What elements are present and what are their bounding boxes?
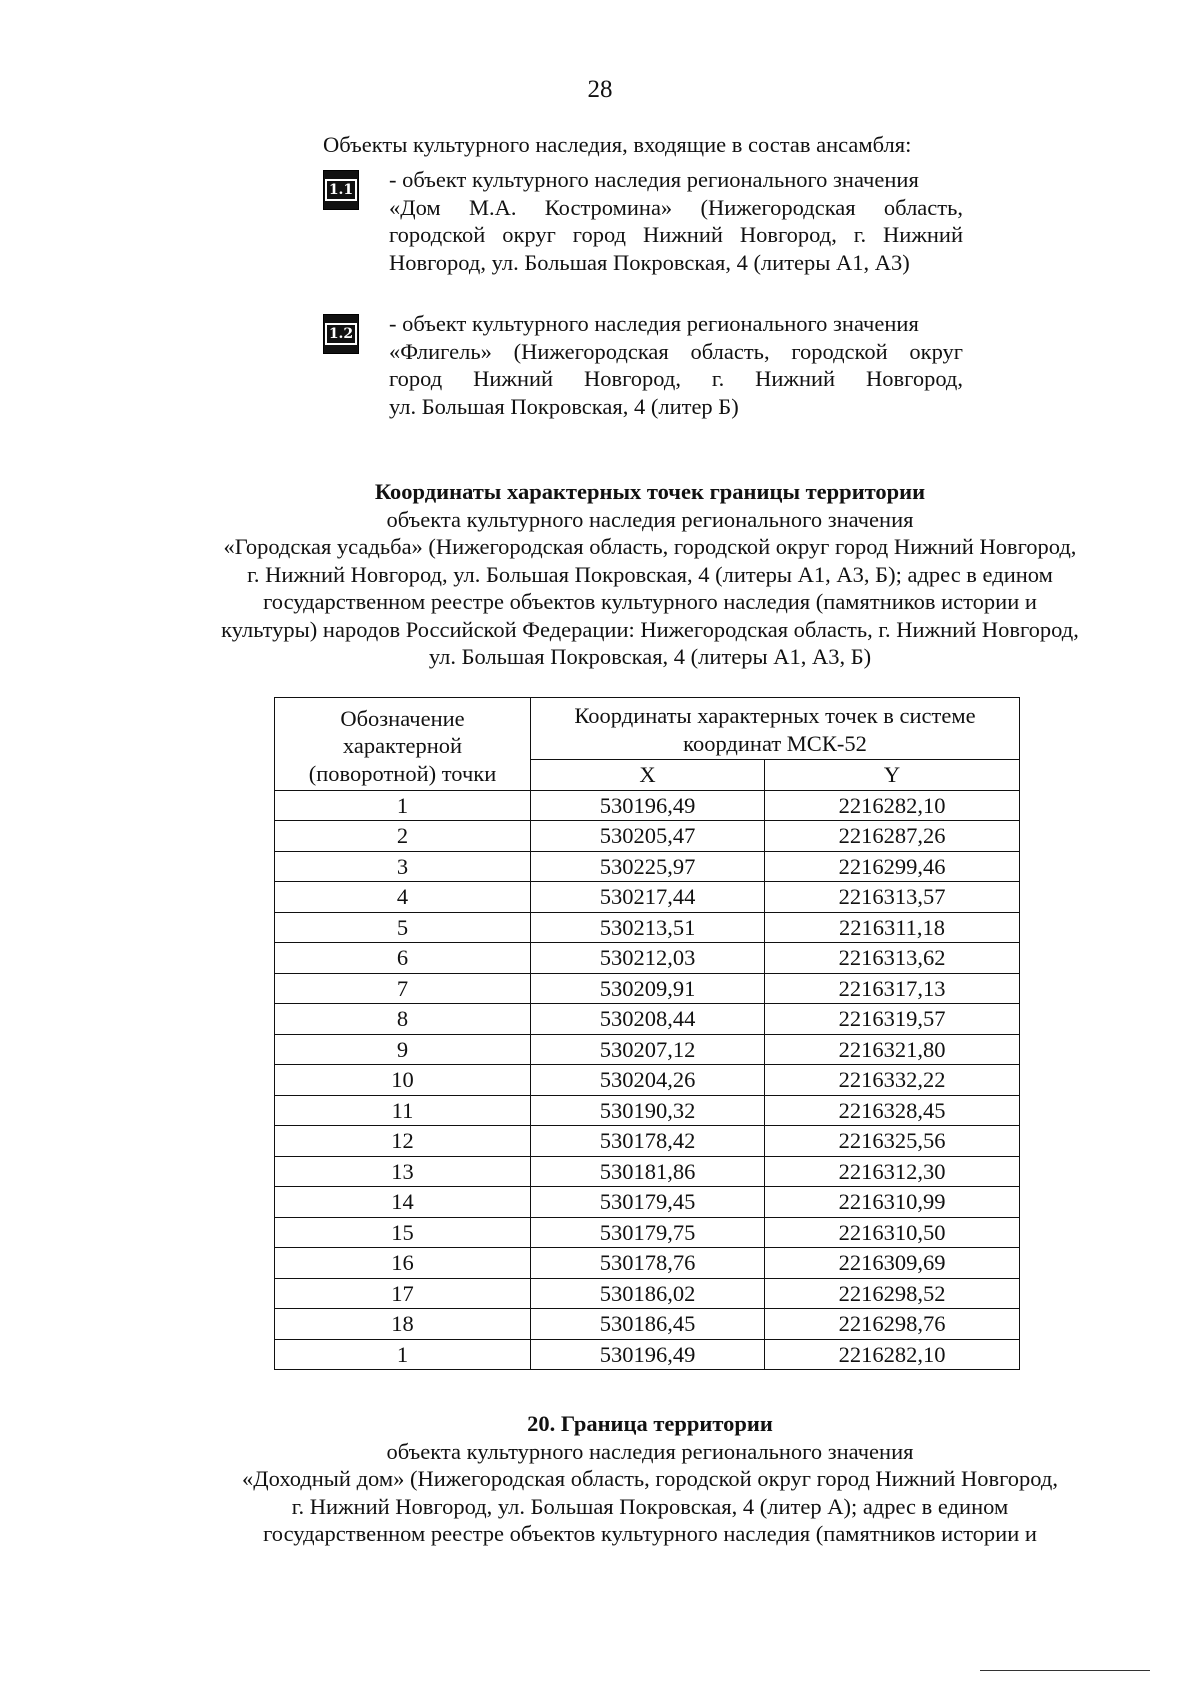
text-line: ул. Большая Покровская, 4 (литер Б) [389,393,739,419]
table-row [275,1065,1020,1096]
section-title: Координаты характерных точек границы территории [374,479,926,504]
section-line: объекта культурного наследия регионального значения [386,1438,914,1464]
marker-label: 1.1 [325,179,357,201]
cell-x: 530190,32 [531,1095,765,1126]
marker-label: 1.2 [325,323,357,345]
text-line: - объект культурного наследия регионального значения [389,167,919,192]
cell-y: 2216332,22 [765,1065,1020,1096]
table-row [275,1004,1020,1035]
table-body [275,790,1020,1370]
text-line: - объект культурного наследия регионального значения [389,311,919,336]
header-system-line: координат МСК-52 [683,730,867,756]
cell-x: 530186,02 [531,1278,765,1309]
cell-y: 2216319,57 [765,1004,1020,1035]
cell-x: 530217,44 [531,882,765,913]
cell-x: 530181,86 [531,1156,765,1187]
header-y: Y [765,760,1020,791]
text-line: городской округ город Нижний Новгород, г. Нижний [389,222,963,247]
header-point-line: Обозначение [340,705,465,731]
cell-point: 12 [275,1126,531,1157]
footer-divider [980,1670,1150,1671]
section-line: г. Нижний Новгород, ул. Большая Покровская, 4 (литер А); адрес в едином [291,1493,1009,1519]
page-number: 28 [587,76,613,103]
cell-y: 2216313,57 [765,882,1020,913]
cell-x: 530196,49 [531,790,765,821]
ensemble-heading: Объекты культурного наследия, входящие в состав ансамбля: [323,132,912,157]
cell-point: 14 [275,1187,531,1218]
cell-point: 8 [275,1004,531,1035]
cell-y: 2216310,99 [765,1187,1020,1218]
cell-y: 2216310,50 [765,1217,1020,1248]
cell-x: 530207,12 [531,1034,765,1065]
cell-x: 530209,91 [531,973,765,1004]
cell-y: 2216282,10 [765,1339,1020,1370]
cell-y: 2216299,46 [765,851,1020,882]
section-line: государственном реестре объектов культурного наследия (памятников истории и [263,589,1037,614]
cell-y: 2216312,30 [765,1156,1020,1187]
table-row [275,943,1020,974]
cell-y: 2216325,56 [765,1126,1020,1157]
table-row [275,1278,1020,1309]
cell-point: 2 [275,821,531,852]
table-row [275,1248,1020,1279]
header-system-line: Координаты характерных точек в системе [574,703,976,728]
cell-point: 15 [275,1217,531,1248]
cell-y: 2216298,76 [765,1309,1020,1340]
cell-point: 18 [275,1309,531,1340]
cell-y: 2216298,52 [765,1278,1020,1309]
table-row [275,1034,1020,1065]
header-point-line: характерной [342,733,463,758]
cell-y: 2216313,62 [765,943,1020,974]
ensemble-item-text [389,166,963,276]
cell-x: 530208,44 [531,1004,765,1035]
cell-point: 4 [275,882,531,913]
text-line: «Дом М.А. Костромина» (Нижегородская область, [389,194,963,220]
table-row [275,1339,1020,1370]
coordinates-section [180,478,1120,671]
section-line: объекта культурного наследия регионального значения [386,506,914,532]
cell-point: 9 [275,1034,531,1065]
table-row [275,790,1020,821]
section-line: «Доходный дом» (Нижегородская область, городской округ город Нижний Новгород, [242,1466,1058,1491]
cell-x: 530225,97 [531,851,765,882]
cell-y: 2216311,18 [765,912,1020,943]
cell-point: 17 [275,1278,531,1309]
header-point [275,698,531,791]
table-row [275,912,1020,943]
table-row [275,882,1020,913]
cell-x: 530196,49 [531,1339,765,1370]
section-line: г. Нижний Новгород, ул. Большая Покровская, 4 (литеры А1, А3, Б); адрес в едином [247,561,1053,587]
map-marker-icon [323,170,359,210]
table-row [275,1126,1020,1157]
header-system [531,698,1020,760]
cell-point: 1 [275,790,531,821]
cell-point: 1 [275,1339,531,1370]
table-row [275,973,1020,1004]
text-line: Новгород, ул. Большая Покровская, 4 (литеры А1, А3) [389,249,910,275]
coordinates-table [274,697,1020,1370]
cell-x: 530186,45 [531,1309,765,1340]
table-row [275,821,1020,852]
cell-x: 530178,42 [531,1126,765,1157]
cell-point: 11 [275,1095,531,1126]
section-line: «Городская усадьба» (Нижегородская область, городской округ город Нижний Новгород, [223,534,1077,559]
cell-point: 5 [275,912,531,943]
cell-y: 2216287,26 [765,821,1020,852]
cell-point: 13 [275,1156,531,1187]
section-title: 20. Граница территории [527,1411,773,1436]
cell-x: 530204,26 [531,1065,765,1096]
cell-point: 16 [275,1248,531,1279]
cell-x: 530178,76 [531,1248,765,1279]
ensemble-item-text [389,310,963,420]
table-header-row [275,698,1020,760]
section-line: ул. Большая Покровская, 4 (литеры А1, А3, Б) [428,644,872,669]
table-row [275,1309,1020,1340]
cell-x: 530179,45 [531,1187,765,1218]
section-line: культуры) народов Российской Федерации: Нижегородская область, г. Нижний Новгород, [221,616,1079,642]
cell-x: 530213,51 [531,912,765,943]
cell-x: 530179,75 [531,1217,765,1248]
table-row [275,1095,1020,1126]
cell-x: 530212,03 [531,943,765,974]
table-row [275,1156,1020,1187]
section-line: государственном реестре объектов культурного наследия (памятников истории и [263,1521,1037,1546]
cell-y: 2216328,45 [765,1095,1020,1126]
cell-y: 2216317,13 [765,973,1020,1004]
text-line: «Флигель» (Нижегородская область, городской округ [389,338,963,364]
cell-y: 2216321,80 [765,1034,1020,1065]
section-20 [180,1410,1120,1548]
cell-y: 2216282,10 [765,790,1020,821]
map-marker-icon [323,314,359,354]
ensemble-item-2 [323,310,963,420]
ensemble-item-1 [323,166,963,276]
cell-x: 530205,47 [531,821,765,852]
cell-point: 10 [275,1065,531,1096]
cell-point: 6 [275,943,531,974]
table-row [275,1217,1020,1248]
cell-y: 2216309,69 [765,1248,1020,1279]
text-line: город Нижний Новгород, г. Нижний Новгород, [389,366,963,391]
cell-point: 3 [275,851,531,882]
cell-point: 7 [275,973,531,1004]
header-point-line: (поворотной) точки [308,760,497,786]
header-x: X [531,760,765,791]
table-row [275,851,1020,882]
table-row [275,1187,1020,1218]
